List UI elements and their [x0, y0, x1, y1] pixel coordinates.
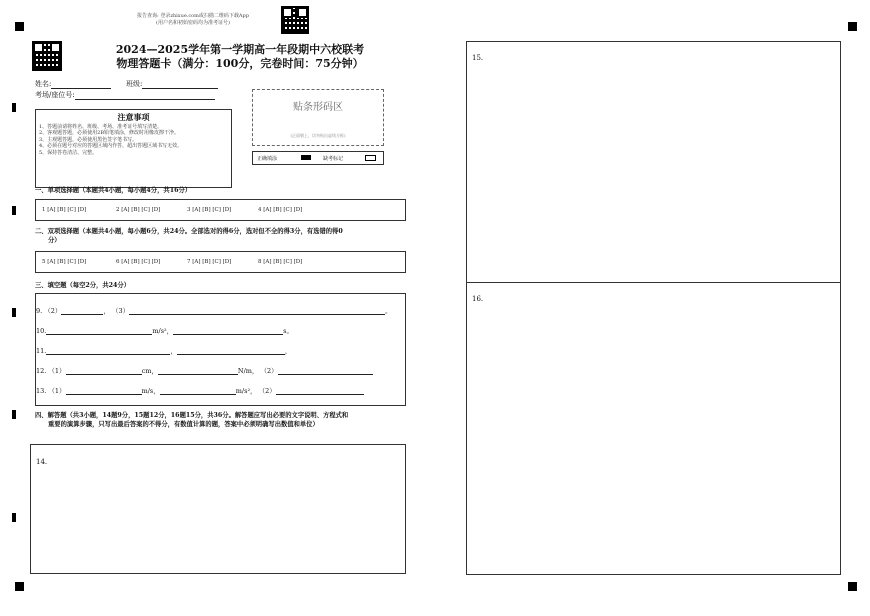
exam-title: 2024—2025学年第一学期高一年段期中六校联考 [115, 43, 365, 56]
corner-marker-top-left [15, 22, 24, 31]
timing-mark [12, 410, 16, 419]
seat-blank[interactable] [75, 92, 215, 100]
name-blank[interactable] [51, 81, 111, 89]
q12-unit1: cm， [141, 367, 158, 375]
report-credentials-line: (用户名和初始密码均为准考证号) [156, 20, 230, 26]
app-qr-code [281, 6, 309, 34]
q10-number: 10. [36, 327, 47, 335]
q11-row [36, 346, 291, 355]
section4-heading [35, 412, 410, 429]
q13-unit1: m/s， [141, 387, 160, 395]
q15-answer-area[interactable] [466, 41, 841, 283]
notes-item: 4、必须在题号对应的答题区域内作答，超出答题区域书写无效。 [39, 143, 183, 150]
q12-unit2: N/m， [237, 367, 259, 375]
choice-q5[interactable]: 5 [A] [B] [C] [D] [42, 259, 87, 265]
notes-item: 2、客观题答题，必须使用2B铅笔填涂，修改时用橡皮擦干净。 [39, 130, 180, 137]
class-label: 班级: [126, 80, 143, 88]
notes-item: 1、答题前请将姓名、班级、考场、准考证号填写清楚。 [39, 124, 163, 130]
choice-q6[interactable]: 6 [A] [B] [C] [D] [116, 259, 161, 265]
q10-blank-1[interactable] [46, 327, 152, 335]
exam-subtitle: 物理答题卡（满分：100分，完卷时间：75分钟） [116, 57, 364, 70]
absent-mark-checkbox[interactable] [365, 155, 376, 161]
timing-mark [12, 103, 16, 112]
fill-legend [252, 151, 384, 165]
class-blank[interactable] [142, 81, 218, 89]
section4-heading-line1: 四、解答题（共3小题，14题9分，15题12分，16题15分，共36分。解答题应写出必要的文字说明、方程式和 [35, 412, 349, 419]
corner-marker-bottom-left [15, 582, 24, 591]
q13-part2-label: （2） [258, 387, 276, 395]
q14-answer-area[interactable] [30, 444, 406, 574]
timing-mark [12, 513, 16, 522]
section2-heading [35, 228, 410, 245]
seat-label: 考场/座位号: [35, 91, 75, 99]
choice-q7[interactable]: 7 [A] [B] [C] [D] [187, 259, 232, 265]
q10-blank-2[interactable] [173, 327, 283, 335]
q12-blank-1[interactable] [66, 367, 142, 375]
q11-end: ， [284, 347, 292, 355]
q11-blank-2[interactable] [177, 347, 285, 355]
q9-part3-label: （3） [112, 307, 130, 315]
q13-blank-1[interactable] [66, 387, 142, 395]
correct-fill-label: 正确填涂 [257, 156, 278, 162]
notes-item: 5、保持答卷清洁、完整。 [39, 149, 98, 156]
q11-sep: ， [170, 347, 177, 355]
q11-blank-1[interactable] [46, 347, 170, 355]
choice-q1[interactable]: 1 [A] [B] [C] [D] [42, 207, 87, 213]
section4-heading-line2: 重要的演算步骤，只写出最后答案的不得分，有数值计算的题，答案中必须明确写出数值和单位） [48, 420, 319, 428]
section2-heading-line2: 分） [48, 236, 61, 244]
q13-number: 13. [36, 387, 47, 395]
q13-blank-3[interactable] [276, 387, 364, 395]
timing-mark [12, 206, 16, 215]
q10-unit2: s。 [283, 327, 293, 335]
q9-row [36, 306, 392, 315]
q14-number: 14. [36, 458, 48, 466]
section3-answer-box [35, 293, 406, 406]
section2-answer-box [35, 251, 406, 273]
choice-q2[interactable]: 2 [A] [B] [C] [D] [116, 207, 161, 213]
q10-unit1: m/s²， [152, 327, 174, 335]
name-field[interactable] [35, 79, 111, 89]
absent-mark-label: 缺考标记 [323, 156, 344, 162]
notes-item: 3、主观题答题，必须使用黑色签字笔书写。 [39, 136, 138, 143]
q11-number: 11. [36, 347, 47, 355]
notes-box [35, 109, 232, 188]
q9-part2-label: （2） [44, 307, 62, 315]
barcode-area[interactable] [252, 89, 384, 146]
q12-blank-2[interactable] [158, 367, 238, 375]
barcode-title: 贴条形码区 [293, 102, 343, 113]
class-field[interactable] [126, 79, 218, 89]
q9-blank-1[interactable] [61, 307, 103, 315]
seat-field[interactable] [35, 90, 215, 100]
q13-row [36, 386, 364, 395]
q15-number: 15. [472, 54, 484, 62]
corner-marker-bottom-right [848, 582, 857, 591]
section3-heading: 三、填空题（每空2分，共24分） [35, 282, 131, 289]
exam-qr-code [32, 41, 62, 71]
corner-marker-top-right [848, 22, 857, 31]
correct-fill-sample [301, 155, 311, 160]
q16-answer-area[interactable] [466, 282, 841, 575]
notes-title: 注意事项 [117, 112, 150, 122]
section1-answer-box [35, 199, 406, 221]
section2-heading-line1: 二、双项选择题（本题共4小题，每小题6分，共24分。全部选对的得6分，选对但不全的得3分，有选错的得0 [35, 228, 343, 235]
q9-number: 9. [36, 307, 43, 315]
q9-sep: ， [103, 307, 110, 315]
q9-end: 。 [385, 307, 392, 315]
choice-q4[interactable]: 4 [A] [B] [C] [D] [258, 207, 303, 213]
report-query-line: 报告查询: 登录zhixue.com或扫描二维码下载App [137, 13, 249, 19]
q16-number: 16. [472, 295, 484, 303]
q12-row [36, 366, 373, 375]
choice-q8[interactable]: 8 [A] [B] [C] [D] [258, 259, 303, 265]
q10-row [36, 326, 293, 335]
q12-part2-label: （2） [260, 367, 278, 375]
name-label: 姓名: [35, 80, 52, 88]
q13-blank-2[interactable] [160, 387, 236, 395]
q9-blank-2[interactable] [129, 307, 385, 315]
q12-blank-3[interactable] [278, 367, 373, 375]
section1-heading: 一、单项选择题（本题共4小题，每小题4分，共16分） [35, 187, 192, 194]
q12-part1-label: （1） [48, 367, 66, 375]
q13-unit2: m/s²， [235, 387, 257, 395]
barcode-hint: (正面朝上，切勿贴出虚线方框) [290, 133, 346, 138]
timing-mark [12, 308, 16, 317]
choice-q3[interactable]: 3 [A] [B] [C] [D] [187, 207, 232, 213]
q13-part1-label: （1） [48, 387, 66, 395]
q12-number: 12. [36, 367, 47, 375]
